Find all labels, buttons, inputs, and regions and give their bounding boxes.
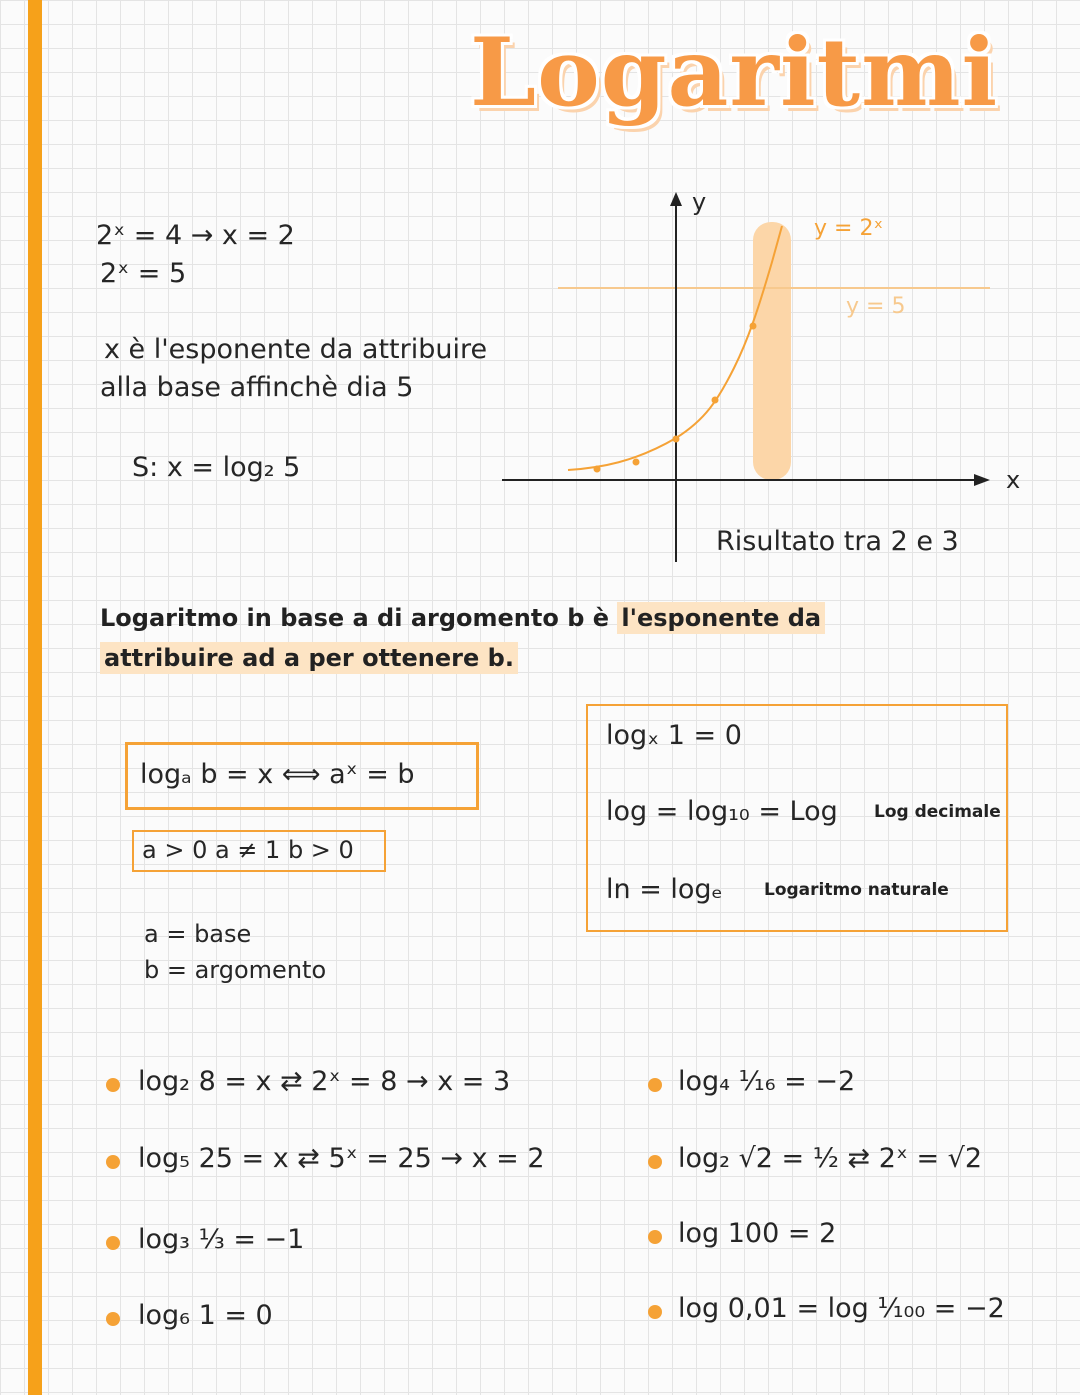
y-axis-arrow	[670, 192, 682, 206]
bullet-dot	[648, 1230, 662, 1244]
example-left-2: log₅ 25 = x ⇄ 5ˣ = 25 → x = 2	[138, 1143, 545, 1174]
result-note: Risultato tra 2 e 3	[716, 526, 959, 557]
property-natural-log: ln = logₑ	[606, 874, 723, 905]
property-log-decimal: log = log₁₀ = Log	[606, 796, 838, 827]
x-axis-arrow	[974, 474, 990, 486]
bullet-dot	[648, 1078, 662, 1092]
property-log-of-1: logₓ 1 = 0	[606, 720, 742, 751]
intro-explain-1: x è l'esponente da attribuire	[104, 334, 488, 365]
curve-point	[633, 459, 640, 466]
definition-highlight-2: attribuire ad a per ottenere b.	[100, 642, 518, 674]
definition	[100, 598, 825, 678]
main-formula-box	[125, 742, 479, 810]
example-right-4: log 0,01 = log ¹⁄₁₀₀ = −2	[678, 1293, 1005, 1324]
example-right-2: log₂ √2 = ½ ⇄ 2ˣ = √2	[678, 1143, 983, 1174]
definition-highlight-1: l'esponente da	[617, 602, 825, 634]
bullet-dot	[648, 1305, 662, 1319]
bullet-dot	[106, 1078, 120, 1092]
line-label: y = 5	[846, 294, 906, 319]
base-definition: a = base	[144, 920, 252, 948]
curve-point	[750, 323, 757, 330]
exponential-graph	[0, 0, 1080, 600]
y-axis-label: y	[692, 188, 707, 216]
note-natural-log: Logaritmo naturale	[764, 880, 949, 900]
main-formula: logₐ b = x ⟺ aˣ = b	[140, 759, 415, 790]
page-title: Logaritmi	[470, 18, 999, 128]
example-left-3: log₃ ⅓ = −1	[138, 1224, 305, 1255]
intro-line-2: 2ˣ = 5	[100, 258, 187, 289]
curve-point	[673, 436, 680, 443]
bullet-dot	[106, 1312, 120, 1326]
argument-definition: b = argomento	[144, 956, 327, 984]
intro-explain-2: alla base affinchè dia 5	[100, 372, 414, 403]
example-right-3: log 100 = 2	[678, 1218, 837, 1249]
curve-label: y = 2ˣ	[814, 216, 884, 241]
properties-box	[586, 704, 1008, 932]
x-axis-label: x	[1006, 466, 1021, 494]
bullet-dot	[106, 1236, 120, 1250]
example-right-1: log₄ ¹⁄₁₆ = −2	[678, 1066, 856, 1097]
curve-point	[712, 397, 719, 404]
example-left-4: log₆ 1 = 0	[138, 1300, 273, 1331]
bullet-dot	[106, 1155, 120, 1169]
example-left-1: log₂ 8 = x ⇄ 2ˣ = 8 → x = 3	[138, 1066, 511, 1097]
conditions-box	[132, 830, 386, 872]
intro-line-1: 2ˣ = 4 → x = 2	[96, 220, 295, 251]
bullet-dot	[648, 1155, 662, 1169]
note-log-decimal: Log decimale	[874, 802, 1001, 822]
conditions: a > 0 a ≠ 1 b > 0	[142, 836, 354, 864]
intro-solution: S: x = log₂ 5	[132, 452, 301, 483]
curve-point	[594, 466, 601, 473]
definition-plain: Logaritmo in base a di argomento b è	[100, 604, 618, 632]
